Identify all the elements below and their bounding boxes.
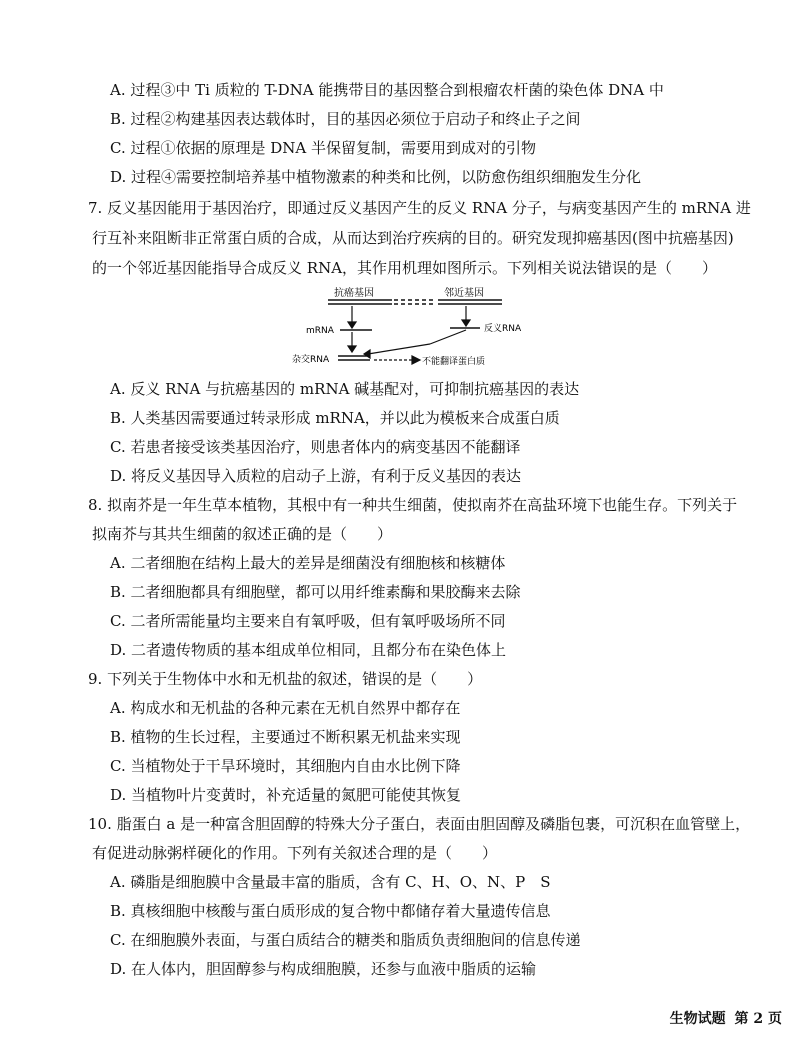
q8-option-b: B. 二者细胞都具有细胞壁，都可以用纤维素酶和果胶酶来去除: [110, 583, 521, 601]
transcription-arrow-left: [340, 306, 372, 352]
q8-stem-line-2: 拟南芥与其共生细菌的叙述正确的是（ ）: [92, 525, 393, 543]
q9-option-b: B. 植物的生长过程，主要通过不断积累无机盐来实现: [110, 728, 461, 746]
mrna-label: mRNA: [306, 326, 334, 336]
hybrid-rna: [338, 356, 370, 360]
q7-option-a: A. 反义 RNA 与抗癌基因的 mRNA 碱基配对，可抑制抗癌基因的表达: [110, 380, 580, 398]
q7-stem-line-1: 7. 反义基因能用于基因治疗，即通过反义基因产生的反义 RNA 分子，与病变基因产生的 mRNA 进: [88, 199, 751, 217]
q10-option-c: C. 在细胞膜外表面，与蛋白质结合的糖类和脂质负责细胞间的信息传递: [110, 931, 581, 949]
q8-option-c: C. 二者所需能量均主要来自有氧呼吸，但有氧呼吸场所不同: [110, 612, 506, 630]
transcription-arrow-right: [364, 306, 480, 358]
q10-option-b: B. 真核细胞中核酸与蛋白质形成的复合物中都储存着大量遗传信息: [110, 902, 551, 920]
q7-option-d: D. 将反义基因导入质粒的启动子上游，有利于反义基因的表达: [110, 467, 522, 485]
q7-option-b: B. 人类基因需要通过转录形成 mRNA，并以此为模板来合成蛋白质: [110, 409, 560, 427]
gene-left-label: 抗癌基因: [334, 288, 374, 299]
q10-option-d: D. 在人体内，胆固醇参与构成细胞膜，还参与血液中脂质的运输: [110, 960, 537, 978]
q8-option-d: D. 二者遗传物质的基本组成单位相同，且都分布在染色体上: [110, 641, 507, 659]
q7-option-c: C. 若患者接受该类基因治疗，则患者体内的病变基因不能翻译: [110, 438, 521, 456]
option-d: D. 过程④需要控制培养基中植物激素的种类和比例，以防愈伤组织细胞发生分化: [110, 168, 642, 186]
antisense-label: 反义RNA: [484, 324, 522, 334]
blocked-arrow: [374, 356, 420, 364]
q10-stem-line-1: 10. 脂蛋白 a 是一种富含胆固醇的特殊大分子蛋白，表面由胆固醇及磷脂包裹，可沉积在血管壁上，: [88, 815, 751, 833]
option-a: A. 过程③中 Ti 质粒的 T-DNA 能携带目的基因整合到根瘤农杆菌的染色体 DNA 中: [110, 81, 664, 99]
q8-option-a: A. 二者细胞在结构上最大的差异是细菌没有细胞核和核糖体: [110, 554, 506, 572]
footer-subject: 生物试题: [669, 1011, 726, 1027]
q9-option-a: A. 构成水和无机盐的各种元素在无机自然界中都存在: [110, 699, 461, 717]
option-c: C. 过程①依据的原理是 DNA 半保留复制，需要用到成对的引物: [110, 139, 537, 157]
q7-figure: [290, 282, 550, 374]
dna-strands: [328, 300, 502, 304]
hybrid-rna-label: 杂交RNA: [292, 355, 330, 365]
page-footer: [666, 1008, 782, 1028]
q7-stem-line-2: 行互补来阻断非正常蛋白质的合成，从而达到治疗疾病的目的。研究发现抑癌基因(图中抗癌基因): [92, 229, 734, 247]
q10-stem-line-2: 有促进动脉粥样硬化的作用。下列有关叙述合理的是（ ）: [92, 844, 498, 862]
gene-right-label: 邻近基因: [444, 288, 484, 299]
q8-stem-line-1: 8. 拟南芥是一年生草本植物，其根中有一种共生细菌，使拟南芥在高盐环境下也能生存。下列关于: [88, 496, 738, 514]
q10-option-a: A. 磷脂是细胞膜中含量最丰富的脂质，含有 C、H、O、N、P S: [110, 873, 551, 891]
q9-option-d: D. 当植物叶片变黄时，补充适量的氮肥可能使其恢复: [110, 786, 462, 804]
q9-option-c: C. 当植物处于干旱环境时，其细胞内自由水比例下降: [110, 757, 461, 775]
result-label: 不能翻译蛋白质: [422, 357, 486, 367]
q9-stem-line-1: 9. 下列关于生物体中水和无机盐的叙述，错误的是（ ）: [88, 670, 483, 688]
footer-page-number: 第 2 页: [734, 1011, 782, 1027]
q7-stem-line-3: 的一个邻近基因能指导合成反义 RNA，其作用机理如图所示。下列相关说法错误的是（ ）: [92, 259, 718, 277]
option-b: B. 过程②构建基因表达载体时，目的基因必须位于启动子和终止子之间: [110, 110, 581, 128]
